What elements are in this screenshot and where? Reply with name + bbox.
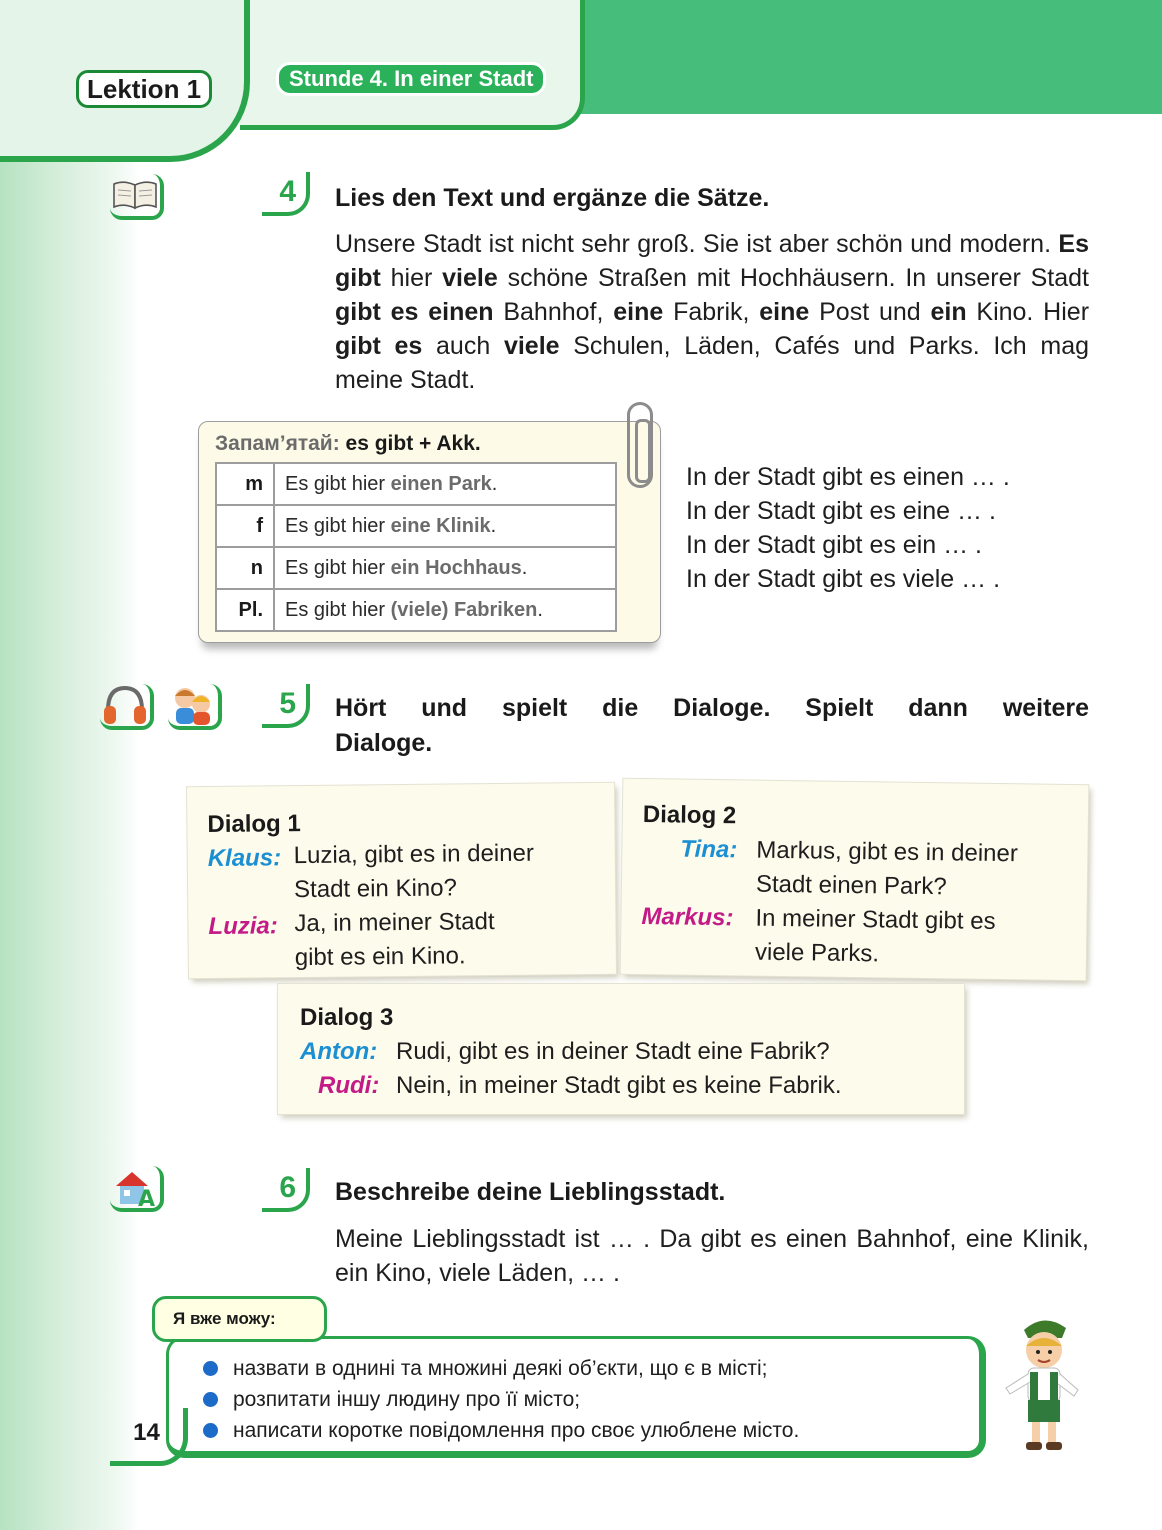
task-6-title: Beschreibe deine Lieblingsstadt. bbox=[335, 1178, 726, 1206]
table-row: m Es gibt hier einen Park. bbox=[216, 463, 616, 505]
task-4-number: 4 bbox=[262, 172, 310, 216]
dialog-line: Stadt einen Park? bbox=[755, 870, 947, 901]
sentence: In der Stadt gibt es eine … . bbox=[686, 497, 996, 525]
dialog-title: Dialog 1 bbox=[207, 810, 301, 839]
task-4-text: Unsere Stadt ist nicht sehr groß. Sie ist aber schön und modern. Es gibt hier viele schöne Straßen mit Hochhäusern. In unserer Stadt gibt es einen Bahnhof, eine Fabrik, eine Post und ein Kino. Hier gibt es auch viele Schulen, Läden, Cafés und Parks. Ich mag meine Stadt. bbox=[335, 230, 1090, 394]
sentence: In der Stadt gibt es ein … . bbox=[686, 531, 982, 559]
task-6-number: 6 bbox=[262, 1168, 310, 1212]
dialog-line: Rudi, gibt es in deiner Stadt eine Fabrik? bbox=[396, 1038, 830, 1065]
page-number: 14 bbox=[110, 1408, 188, 1466]
sentence: In der Stadt gibt es einen … . bbox=[686, 463, 1010, 491]
dialog-line: Ja, in meiner Stadt bbox=[294, 908, 495, 938]
table-row: f Es gibt hier eine Klinik. bbox=[216, 505, 616, 547]
grammar-table bbox=[215, 462, 617, 632]
table-row: n Es gibt hier ein Hochhaus. bbox=[216, 547, 616, 589]
boy-mascot-illustration bbox=[996, 1308, 1092, 1458]
dialog-1-card bbox=[187, 783, 616, 978]
speaker-name: Anton: bbox=[300, 1038, 378, 1065]
dialog-line: gibt es ein Kino. bbox=[294, 942, 466, 972]
dialog-3-card bbox=[278, 984, 964, 1114]
svg-text:A: A bbox=[138, 1187, 156, 1208]
dialog-line: viele Parks. bbox=[754, 938, 880, 968]
speaker-name: Markus: bbox=[641, 903, 734, 932]
house-letter-a-icon bbox=[110, 1166, 164, 1212]
task-6-text: Meine Lieblingsstadt ist … . Da gibt es einen Bahnhof, eine Klinik, ein Kino, viele Läden, … . bbox=[335, 1225, 1089, 1287]
speaker-name: Rudi: bbox=[318, 1072, 380, 1099]
dialog-line: Luzia, gibt es in deiner bbox=[293, 839, 535, 870]
can-do-label: Я вже можу: bbox=[152, 1296, 327, 1342]
fill-in-sentences bbox=[686, 460, 1010, 596]
speaker-name: Klaus: bbox=[207, 844, 282, 873]
can-do-box bbox=[166, 1336, 986, 1458]
header-band bbox=[560, 0, 1162, 114]
dialog-line: Markus, gibt es in deiner bbox=[756, 836, 1019, 868]
dialog-line: Nein, in meiner Stadt gibt es keine Fabrik. bbox=[396, 1072, 842, 1099]
dialog-line: In meiner Stadt gibt es bbox=[755, 904, 996, 935]
grammar-memo-box bbox=[198, 421, 661, 643]
sentence: In der Stadt gibt es viele … . bbox=[686, 565, 1001, 593]
task-4-title: Lies den Text und ergänze die Sätze. bbox=[335, 184, 770, 212]
dialog-title: Dialog 2 bbox=[642, 801, 737, 830]
children-icon bbox=[168, 684, 222, 730]
task-5-title-line2: Dialoge. bbox=[335, 729, 433, 757]
list-item: назвати в однині та множині деякі об’єкти, що є в місті; bbox=[203, 1353, 799, 1384]
task-5-number: 5 bbox=[262, 684, 310, 728]
dialog-line: Stadt ein Kino? bbox=[293, 874, 458, 904]
dialog-title: Dialog 3 bbox=[300, 1004, 394, 1031]
list-item: написати коротке повідомлення про своє улюблене місто. bbox=[203, 1415, 799, 1446]
speaker-name: Luzia: bbox=[208, 912, 278, 941]
lesson-title: Stunde 4. In einer Stadt bbox=[276, 62, 546, 96]
paperclip-icon bbox=[627, 402, 653, 488]
lektion-title: Lektion 1 bbox=[76, 70, 212, 108]
speaker-name: Tina: bbox=[680, 835, 738, 864]
table-row: Pl. Es gibt hier (viele) Fabriken. bbox=[216, 589, 616, 631]
headphones-icon bbox=[100, 684, 154, 730]
task-5-title-line1: Hört und spielt die Dialoge. Spielt dann weitere bbox=[335, 694, 1089, 722]
dialog-2-card bbox=[621, 779, 1089, 980]
memo-heading: Запам’ятай: es gibt + Akk. bbox=[215, 432, 481, 455]
open-book-icon bbox=[110, 174, 164, 220]
list-item: розпитати іншу людину про її місто; bbox=[203, 1384, 799, 1415]
can-do-list bbox=[203, 1353, 799, 1446]
